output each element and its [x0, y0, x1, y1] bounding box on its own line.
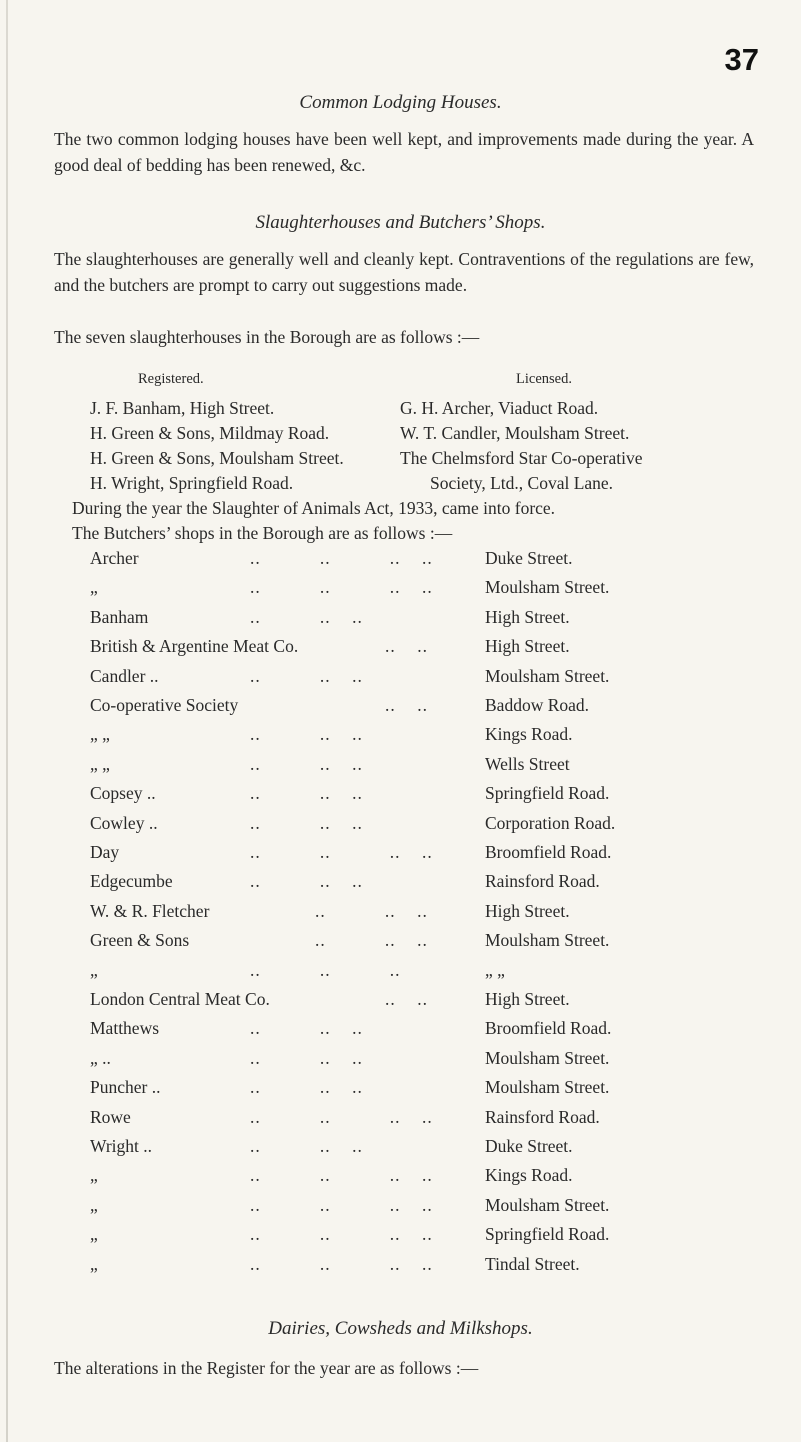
heading-lodging: Common Lodging Houses. — [299, 92, 502, 113]
leader-dots: .. .. .. — [315, 901, 428, 921]
shop-street: Moulsham Street. — [485, 1077, 610, 1097]
shop-street: High Street. — [485, 901, 570, 921]
shop-name: Banham — [90, 607, 149, 627]
leader-dots: .. .. — [385, 636, 428, 656]
licensed-item: The Chelmsford Star Co-operative — [400, 448, 643, 468]
shop-name: Green & Sons — [90, 930, 190, 950]
leader-dots: .. .. — [385, 695, 428, 715]
paragraph-dairies: The alterations in the Register for the year are as follows :— — [54, 1358, 479, 1378]
registered-label: Registered. — [138, 371, 204, 387]
leader-dots: .. .. .. — [250, 666, 363, 686]
shop-street: Baddow Road. — [485, 695, 590, 715]
shop-name: Candler .. — [90, 666, 159, 686]
leader-dots: .. .. .. — [250, 607, 363, 627]
shop-street: High Street. — [485, 989, 570, 1009]
leader-dots: .. .. .. — [250, 1048, 363, 1068]
licensed-item: Society, Ltd., Coval Lane. — [430, 473, 614, 493]
shop-street: Tindal Street. — [485, 1254, 580, 1274]
shop-name: Matthews — [90, 1018, 160, 1038]
shop-street: Kings Road. — [485, 1165, 573, 1185]
leader-dots: .. .. .. — [250, 1077, 363, 1097]
licensed-label: Licensed. — [516, 371, 572, 387]
licensed-item: W. T. Candler, Moulsham Street. — [400, 423, 630, 443]
shop-name: „ — [90, 577, 98, 597]
leader-dots: .. .. .. .. — [250, 842, 433, 862]
registered-item: H. Wright, Springfield Road. — [90, 473, 294, 493]
shop-street: Kings Road. — [485, 724, 573, 744]
heading-slaughterhouses: Slaughterhouses and Butchers’ Shops. — [255, 212, 546, 233]
leader-dots: .. .. .. .. — [250, 1195, 433, 1215]
shop-name: London Central Meat Co. — [90, 989, 270, 1009]
shop-street: Moulsham Street. — [485, 930, 610, 950]
leader-dots: .. .. .. .. — [250, 1224, 433, 1244]
shop-name: Cowley .. — [90, 813, 158, 833]
shop-name: Rowe — [90, 1107, 131, 1127]
shop-name: W. & R. Fletcher — [90, 901, 210, 921]
leader-dots: .. .. .. — [250, 754, 363, 774]
shop-name: Puncher .. — [90, 1077, 161, 1097]
shop-name: „ .. — [90, 1048, 111, 1068]
shop-street: Moulsham Street. — [485, 1048, 610, 1068]
paragraph-slaughterhouses: The slaughterhouses are generally well and cleanly kept. Contraventions of the regulations are few, and the butchers are prompt to carry out suggestions made. — [54, 249, 754, 295]
paragraph-lodging: The two common lodging houses have been well kept, and improvements made during the year. A good deal of bedding has been renewed, &c. — [54, 129, 754, 175]
leader-dots: .. .. .. — [250, 960, 401, 980]
leader-dots: .. .. .. — [250, 1136, 363, 1156]
shop-name: „ „ — [90, 724, 110, 744]
page-number: 37 — [724, 42, 759, 77]
leader-dots: .. .. .. .. — [250, 548, 433, 568]
leader-dots: .. .. .. — [250, 1018, 363, 1038]
shop-street: Broomfield Road. — [485, 1018, 612, 1038]
leader-dots: .. .. .. .. — [250, 1254, 433, 1274]
shop-name: „ „ — [90, 754, 110, 774]
shop-street: Duke Street. — [485, 1136, 573, 1156]
licensed-item: G. H. Archer, Viaduct Road. — [400, 398, 599, 418]
shop-street: Rainsford Road. — [485, 1107, 600, 1127]
shop-street: Moulsham Street. — [485, 666, 610, 686]
leader-dots: .. .. .. .. — [250, 1165, 433, 1185]
shops-intro: The Butchers’ shops in the Borough are as follows :— — [72, 523, 453, 543]
shop-name: „ — [90, 1165, 98, 1185]
shop-name: Archer — [90, 548, 139, 568]
shop-name: „ — [90, 1195, 98, 1215]
shop-street: High Street. — [485, 636, 570, 656]
shop-street: Moulsham Street. — [485, 1195, 610, 1215]
shop-name: Day — [90, 842, 120, 862]
shop-street: „ „ — [485, 960, 505, 980]
leader-dots: .. .. .. — [250, 813, 363, 833]
leader-dots: .. .. .. .. — [250, 577, 433, 597]
leader-dots: .. .. — [385, 989, 428, 1009]
shop-street: Rainsford Road. — [485, 871, 600, 891]
shop-name: Edgecumbe — [90, 871, 173, 891]
leader-dots: .. .. .. .. — [250, 1107, 433, 1127]
leader-dots: .. .. .. — [250, 871, 363, 891]
registered-item: J. F. Banham, High Street. — [90, 398, 275, 418]
heading-dairies: Dairies, Cowsheds and Milkshops. — [268, 1318, 533, 1339]
shop-name: Wright .. — [90, 1136, 152, 1156]
shop-street: Springfield Road. — [485, 1224, 610, 1244]
shop-street: Springfield Road. — [485, 783, 610, 803]
shop-name: „ — [90, 960, 98, 980]
leader-dots: .. .. .. — [250, 724, 363, 744]
shop-street: Duke Street. — [485, 548, 573, 568]
shop-street: Moulsham Street. — [485, 577, 610, 597]
shop-street: Broomfield Road. — [485, 842, 612, 862]
shop-name: „ — [90, 1224, 98, 1244]
shop-street: Wells Street — [485, 754, 570, 774]
leader-dots: .. .. .. — [250, 783, 363, 803]
shop-street: Corporation Road. — [485, 813, 616, 833]
act-note: During the year the Slaughter of Animals Act, 1933, came into force. — [72, 498, 556, 518]
shop-name: Co-operative Society — [90, 695, 239, 715]
registered-item: H. Green & Sons, Moulsham Street. — [90, 448, 344, 468]
shop-name: „ — [90, 1254, 98, 1274]
paragraph-slaughterhouse-intro: The seven slaughterhouses in the Borough are as follows :— — [54, 327, 480, 347]
shop-name: Copsey .. — [90, 783, 156, 803]
leader-dots: .. .. .. — [315, 930, 428, 950]
registered-item: H. Green & Sons, Mildmay Road. — [90, 423, 330, 443]
shop-name: British & Argentine Meat Co. — [90, 636, 299, 656]
shop-street: High Street. — [485, 607, 570, 627]
